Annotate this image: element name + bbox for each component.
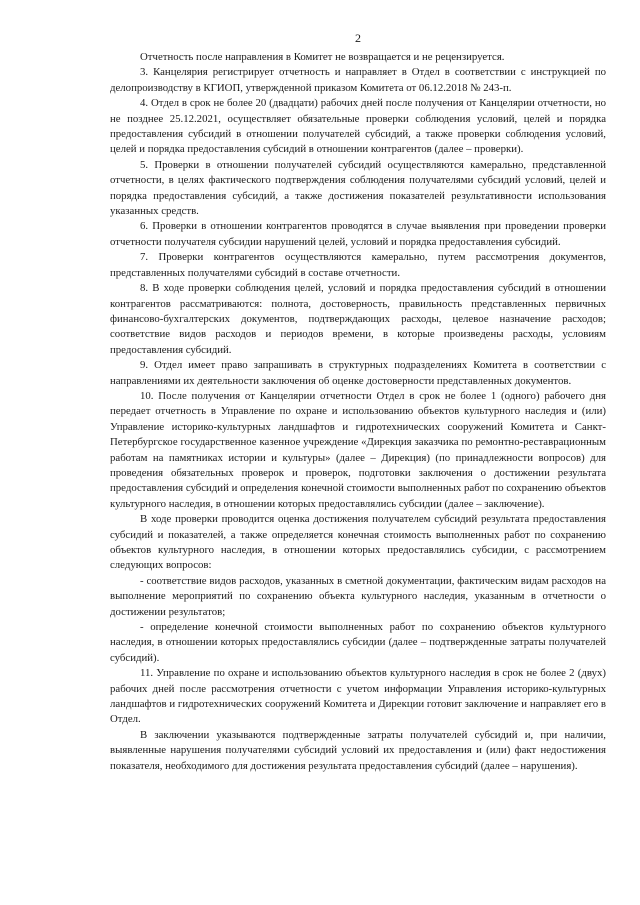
paragraph-conclusion-contents: В заключении указываются подтвержденные затраты получателей субсидий и, при наличии, выявленные нарушения получателями субсидий условий их предоставления и (или) факт недостижения показателя, необходимого для достижения результата предоставления субсидий (далее – нарушения). xyxy=(110,728,606,772)
paragraph-item-5: 5. Проверки в отношении получателей субсидий осуществляются камерально, представленной отчетности, в целях фактического подтверждения соблюдения получателями субсидий условий, целей и порядка предоставления субсидий, а также достижения показателей результативности использования указанных средств. xyxy=(110,158,606,218)
paragraph-report-not-returned: Отчетность после направления в Комитет не возвращается и не рецензируется. xyxy=(140,51,505,63)
paragraph-bullet-final-cost: - определение конечной стоимости выполненных работ по сохранению объектов культурного наследия, в отношении которых предоставлялись субсидии (далее – подтвержденные затраты получателей субсидий). xyxy=(110,621,606,664)
paragraph-item-11: 11. Управление по охране и использованию объектов культурного наследия в срок не более 2 (двух) рабочих дней после рассмотрения отчетности с учетом информации Управления историко-культурных ландшафтов и гидротехнических сооружений Комитета и Дирекции готовит заключение и направляет его в Отдел. xyxy=(110,667,606,726)
paragraph-item-6: 6. Проверки в отношении контрагентов проводятся в случае выявления при проведении проверки отчетности получателя субсидии нарушений целей, условий и порядка предоставления субсидий. xyxy=(110,220,606,248)
paragraph-item-9: 9. Отдел имеет право запрашивать в структурных подразделениях Комитета в соответствии с направлениями их деятельности заключения об оценке достоверности представленных документов. xyxy=(110,359,606,387)
paragraph-item-4: 4. Отдел в срок не более 20 (двадцати) рабочих дней после получения от Канцелярии отчетности, но не позднее 25.12.2021, осуществляет обязательные проверки соблюдения условий, целей и порядка предоставления субсидий в отношении получателей субсидий, а также проверки соблюдения условий, целей и порядка предоставления субсидий в отношении контрагентов (далее – проверки). xyxy=(110,97,606,156)
paragraph-bullet-expense-types: - соответствие видов расходов, указанных в сметной документации, фактическим видам расходов на выполнение мероприятий по сохранению объекта культурного наследия, указанным в отчетности о достижении результатов; xyxy=(110,574,606,618)
paragraph-review-assessment: В ходе проверки проводится оценка достижения получателем субсидий результата предоставления субсидий и показателей, а также определяется конечная стоимость выполненных работ по сохранению объектов культурного наследия, в отношении которых предоставлялись субсидии, с рассмотрением следующих вопросов: xyxy=(110,513,606,572)
paragraph-item-3: 3. Канцелярия регистрирует отчетность и направляет в Отдел в соответствии с инструкцией по делопроизводству в КГИОП, утвержденной приказом Комитета от 06.12.2018 № 243-п. xyxy=(110,66,606,94)
page-number: 2 xyxy=(355,31,361,45)
paragraph-item-8: 8. В ходе проверки соблюдения целей, условий и порядка предоставления субсидий в отношении контрагентов рассматриваются: полнота, достоверность, правильность представленных первичных финансово-бухгалтерских документов, подтверждающих расходы, целевое назначение расходов; соответствие видов расходов и периодов времени, в которые произведены расходы, условиям предоставления субсидий. xyxy=(110,282,606,356)
paragraph-item-10: 10. После получения от Канцелярии отчетности Отдел в срок не более 1 (одного) рабочего дня передает отчетность в Управление по охране и использованию объектов культурного наследия и (или) Управление историко-культурных ландшафтов и гидротехнических сооружений Комитета и Санкт-Петербургское государственное казенное учреждение «Дирекция заказчика по ремонтно-реставрационным работам на памятниках истории и культуры» (далее – Дирекция) (по принадлежности вопросов) для проведения обязательных проверок и проверок, подготовки заключения о достижении результата предоставления субсидий и определения конечной стоимости выполненных работ по сохранению объектов культурного наследия, в отношении которых предоставлялись субсидии (далее – заключение). xyxy=(110,389,606,510)
paragraph-item-7: 7. Проверки контрагентов осуществляются камерально, путем рассмотрения документов, представленных получателями субсидий в составе отчетности. xyxy=(110,251,606,279)
